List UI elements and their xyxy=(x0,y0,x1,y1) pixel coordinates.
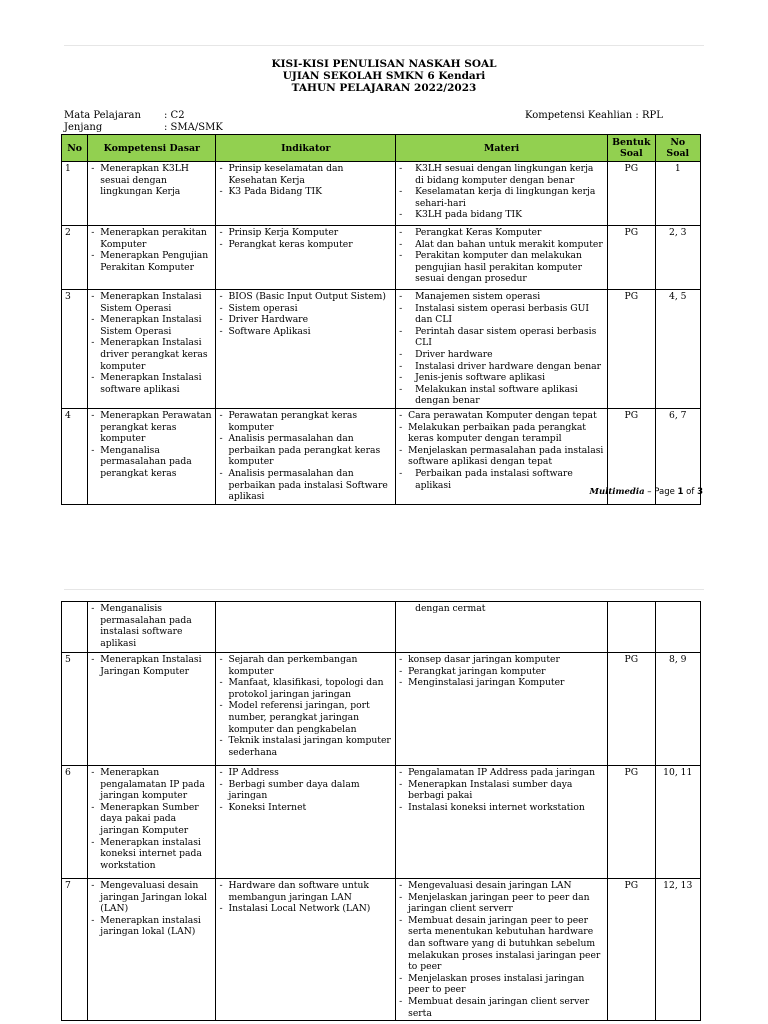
list-item-text: Analisis permasalahan dan perbaikan pada perangkat keras komputer xyxy=(228,433,381,468)
list-item xyxy=(219,654,392,677)
list-item-text: Prinsip Kerja Komputer xyxy=(228,227,339,238)
list-item xyxy=(399,445,604,468)
list-item-text: Prinsip keselamatan dan Kesehatan Kerja xyxy=(228,163,344,186)
list-item xyxy=(399,349,604,361)
list-item xyxy=(399,802,604,814)
materi-cell xyxy=(396,162,608,226)
list-item xyxy=(399,250,604,285)
row-no: 2 xyxy=(62,226,88,290)
list-item-text: Menjelaskan proses instalasi jaringan peer to peer xyxy=(408,972,585,996)
bentuk-soal: PG xyxy=(608,162,655,226)
dash-marker: - xyxy=(399,767,403,778)
dash-marker: - xyxy=(219,467,223,479)
list-item xyxy=(219,410,392,433)
no-soal: 2, 3 xyxy=(655,226,700,290)
dash-marker: - xyxy=(91,880,95,891)
col-header-kompetensi-dasar: Kompetensi Dasar xyxy=(88,135,216,162)
list-item xyxy=(219,700,392,735)
dash-marker: - xyxy=(399,891,403,903)
table-row xyxy=(62,226,701,290)
list-item-text: Perakitan komputer dan melakukan pengujian hasil perakitan komputer sesuai dengan prosedur xyxy=(415,250,582,285)
list-item-text: Menganalisa permasalahan pada perangkat keras xyxy=(100,444,192,479)
row-no: 6 xyxy=(62,766,88,879)
materi-cell xyxy=(396,653,608,766)
bentuk-soal: PG xyxy=(608,226,655,290)
list-item-text: Mengevaluasi desain jaringan Jaringan lokal (LAN) xyxy=(100,880,208,915)
col-header-indikator: Indikator xyxy=(216,135,396,162)
list-item xyxy=(399,677,604,689)
list-item-text: Perangkat keras komputer xyxy=(228,238,353,250)
dash-marker: - xyxy=(219,409,223,421)
list-item-text: Alat dan bahan untuk merakit komputer xyxy=(415,238,603,250)
jenjang-label: Jenjang xyxy=(64,122,103,133)
dash-marker: - xyxy=(91,314,95,326)
list-item-text: Menerapkan K3LH sesuai dengan lingkungan Kerja xyxy=(100,163,189,198)
list-item-text: Hardware dan software untuk membangun jaringan LAN xyxy=(228,880,369,903)
list-item-text: Menerapkan pengalamatan IP pada jaringan komputer xyxy=(100,767,205,802)
list-item-text: Model referensi jaringan, port number, perangkat jaringan komputer dan pengkabelan xyxy=(228,700,370,735)
dash-marker: - xyxy=(399,383,403,395)
list-item xyxy=(91,603,212,649)
list-item xyxy=(219,735,392,758)
footer-italic: Multimedia xyxy=(589,487,645,497)
list-item xyxy=(399,654,604,666)
dash-marker: - xyxy=(399,372,403,384)
dash-marker: - xyxy=(219,880,223,891)
list-item-text: Berbagi sumber daya dalam jaringan xyxy=(228,778,360,802)
list-item-text: Membuat desain jaringan client server serta xyxy=(408,995,590,1019)
list-item xyxy=(91,767,212,802)
dash-marker: - xyxy=(219,677,223,689)
table-row xyxy=(62,766,701,879)
list-item-text: Keselamatan kerja di lingkungan kerja sehari-hari xyxy=(415,186,596,209)
indikator-cell xyxy=(216,879,396,1021)
list-item xyxy=(219,779,392,802)
list-item xyxy=(399,239,604,251)
dash-marker: - xyxy=(91,836,95,848)
list-item xyxy=(399,915,604,973)
list-item-text: BIOS (Basic Input Output Sistem) xyxy=(228,291,386,302)
dash-marker: - xyxy=(219,291,223,302)
list-item xyxy=(399,372,604,384)
list-item-text: Pengalamatan IP Address pada jaringan xyxy=(408,767,595,778)
row-no: 4 xyxy=(62,408,88,504)
list-item-text: Menerapkan Perawatan perangkat keras komputer xyxy=(100,409,212,445)
bentuk-soal: PG xyxy=(608,766,655,879)
list-item xyxy=(219,903,392,915)
list-item-text: Instalasi sistem operasi berbasis GUI dan CLI xyxy=(415,302,590,326)
dash-marker: - xyxy=(219,314,223,326)
dash-marker: - xyxy=(91,914,95,926)
doc-title-line1: KISI-KISI PENULISAN NASKAH SOAL xyxy=(271,58,497,70)
no-soal xyxy=(655,602,700,653)
list-item-text: Menerapkan Instalasi Jaringan Komputer xyxy=(100,654,202,677)
dash-marker: - xyxy=(399,250,403,262)
list-item xyxy=(399,410,604,422)
dash-marker: - xyxy=(91,801,95,813)
list-item xyxy=(91,837,212,872)
dash-marker: - xyxy=(399,325,403,337)
list-item-text: Instalasi Local Network (LAN) xyxy=(228,903,371,915)
row-no: 3 xyxy=(62,290,88,409)
list-item-text: Cara perawatan Komputer dengan tepat xyxy=(408,409,597,421)
list-item xyxy=(91,227,212,250)
list-item-text: Jenis-jenis software aplikasi xyxy=(415,372,546,384)
dash-marker: - xyxy=(91,337,95,349)
list-item-text: Teknik instalasi jaringan komputer sederhana xyxy=(228,735,391,758)
indikator-cell xyxy=(216,408,396,504)
dash-marker: - xyxy=(399,186,403,198)
list-item xyxy=(219,677,392,700)
list-item-text: Menjelaskan jaringan peer to peer dan jaringan client serverr xyxy=(408,891,590,915)
no-soal: 8, 9 xyxy=(655,653,700,766)
dash-marker: - xyxy=(91,227,95,238)
dash-marker: - xyxy=(399,238,403,250)
list-item xyxy=(399,880,604,892)
list-item xyxy=(399,303,604,326)
list-item xyxy=(219,303,392,315)
col-header-no: No xyxy=(62,135,88,162)
list-item-text: Menerapkan Instalasi Sistem Operasi xyxy=(100,314,202,337)
dash-marker: - xyxy=(219,767,223,778)
list-item-text: Mengevaluasi desain jaringan LAN xyxy=(408,880,572,891)
list-item xyxy=(399,422,604,445)
materi-cell xyxy=(396,602,608,653)
dash-marker: - xyxy=(219,186,223,198)
list-item xyxy=(399,384,604,407)
row-no: 5 xyxy=(62,653,88,766)
list-item-text: Manajemen sistem operasi xyxy=(415,291,541,302)
dash-marker: - xyxy=(219,325,223,337)
list-item-text: Menerapkan Instalasi driver perangkat keras komputer xyxy=(100,337,208,372)
dash-marker: - xyxy=(399,421,403,433)
dash-marker: - xyxy=(219,433,223,445)
dash-marker: - xyxy=(91,163,95,174)
col-header-bentuk-soal: Bentuk Soal xyxy=(608,135,655,162)
dash-marker: - xyxy=(399,880,403,891)
footer-page-total: 3 xyxy=(697,487,703,497)
list-item-text: Membuat desain jaringan peer to peer serta menentukan kebutuhan hardware dan software yang di butuhkan sebelum melakukan proses instalasi jaringan peer to peer xyxy=(408,914,601,973)
list-item xyxy=(219,767,392,779)
list-item-text: Manfaat, klasifikasi, topologi dan protokol jaringan jaringan xyxy=(228,677,384,700)
list-item-text: Menerapkan Instalasi sumber daya berbagi pakai xyxy=(408,778,573,802)
list-item xyxy=(219,468,392,503)
no-soal: 10, 11 xyxy=(655,766,700,879)
doc-title-line2: UJIAN SEKOLAH SMKN 6 Kendari xyxy=(282,70,486,82)
doc-title-line3: TAHUN PELAJARAN 2022/2023 xyxy=(291,82,477,94)
list-item-text: Menerapkan Pengujian Perakitan Komputer xyxy=(100,250,209,273)
materi-continued: dengan cermat xyxy=(415,603,486,614)
table-row xyxy=(62,879,701,1021)
table-row xyxy=(62,653,701,766)
dash-marker: - xyxy=(399,914,403,926)
list-item xyxy=(91,250,212,273)
kd-cell xyxy=(88,602,216,653)
dash-marker: - xyxy=(399,291,403,302)
dash-marker: - xyxy=(399,444,403,456)
list-item xyxy=(399,468,604,491)
dash-marker: - xyxy=(91,250,95,262)
dash-marker: - xyxy=(219,654,223,665)
kd-cell xyxy=(88,162,216,226)
list-item-text: Menerapkan Instalasi Sistem Operasi xyxy=(100,291,202,314)
list-item xyxy=(219,433,392,468)
indikator-cell xyxy=(216,766,396,879)
dash-marker: - xyxy=(219,227,223,238)
row-no xyxy=(62,602,88,653)
page-break-rule xyxy=(64,589,704,590)
dash-marker: - xyxy=(399,227,403,238)
list-item xyxy=(91,410,212,445)
kisi-kisi-table-page1 xyxy=(61,134,701,505)
kd-cell xyxy=(88,879,216,1021)
list-item-text: Driver Hardware xyxy=(228,314,309,326)
list-item xyxy=(399,779,604,802)
list-item-text: Driver hardware xyxy=(415,348,493,360)
footer-page-label: – Page xyxy=(644,487,678,497)
list-item xyxy=(399,973,604,996)
dash-marker: - xyxy=(399,348,403,360)
no-soal: 12, 13 xyxy=(655,879,700,1021)
list-item-text: Perawatan perangkat keras komputer xyxy=(228,409,358,433)
dash-marker: - xyxy=(91,767,95,778)
list-item-text: Sistem operasi xyxy=(228,302,298,314)
kd-cell xyxy=(88,226,216,290)
dash-marker: - xyxy=(219,700,223,712)
dash-marker: - xyxy=(399,409,403,421)
list-item-text: Perintah dasar sistem operasi berbasis CLI xyxy=(415,325,597,349)
kd-cell xyxy=(88,653,216,766)
list-item xyxy=(219,314,392,326)
list-item-text: K3 Pada Bidang TIK xyxy=(228,186,322,198)
dash-marker: - xyxy=(91,409,95,421)
dash-marker: - xyxy=(399,677,403,689)
mapel-value: : C2 xyxy=(164,110,185,121)
dash-marker: - xyxy=(91,654,95,665)
list-item xyxy=(91,654,212,677)
list-item xyxy=(399,186,604,209)
list-item xyxy=(399,326,604,349)
footer-of: of xyxy=(683,487,698,497)
list-item-text: Instalasi koneksi internet workstation xyxy=(408,801,585,813)
dash-marker: - xyxy=(399,654,403,665)
list-item-text: konsep dasar jaringan komputer xyxy=(408,654,560,665)
dash-marker: - xyxy=(399,665,403,677)
dash-marker: - xyxy=(399,995,403,1007)
table-row xyxy=(62,602,701,653)
list-item xyxy=(91,291,212,314)
dash-marker: - xyxy=(219,163,223,174)
jenjang-value: : SMA/SMK xyxy=(164,122,223,133)
no-soal: 1 xyxy=(655,162,700,226)
list-item xyxy=(219,186,392,198)
indikator-cell xyxy=(216,653,396,766)
table-row xyxy=(62,290,701,409)
dash-marker: - xyxy=(91,291,95,302)
list-item-text: Melakukan perbaikan pada perangkat keras komputer dengan terampil xyxy=(408,421,586,445)
list-item-text: Perangkat jaringan komputer xyxy=(408,665,546,677)
row-no: 1 xyxy=(62,162,88,226)
bentuk-soal: PG xyxy=(608,290,655,409)
list-item-text: K3LH sesuai dengan lingkungan kerja di bidang komputer dengan benar xyxy=(415,163,594,186)
list-item-text: Menginstalasi jaringan Komputer xyxy=(408,677,565,689)
list-item-text: K3LH pada bidang TIK xyxy=(415,209,523,221)
footer-page-number: 1 xyxy=(677,487,684,497)
kd-cell xyxy=(88,290,216,409)
kd-cell xyxy=(88,408,216,504)
row-no: 7 xyxy=(62,879,88,1021)
dash-marker: - xyxy=(91,603,95,614)
list-item-text: Menerapkan perakitan Komputer xyxy=(100,227,207,250)
list-item-text: Menganalisis permasalahan pada instalasi software aplikasi xyxy=(100,603,192,649)
list-item xyxy=(399,209,604,221)
list-item-text: Koneksi Internet xyxy=(228,801,307,813)
list-item xyxy=(219,291,392,303)
list-item xyxy=(91,314,212,337)
list-item xyxy=(219,880,392,903)
dash-marker: - xyxy=(399,972,403,984)
list-item xyxy=(399,361,604,373)
list-item xyxy=(91,445,212,480)
dash-marker: - xyxy=(91,444,95,456)
list-item-text: IP Address xyxy=(228,767,279,778)
table-row xyxy=(62,162,701,226)
list-item xyxy=(91,337,212,372)
indikator-cell xyxy=(216,162,396,226)
list-item xyxy=(91,802,212,837)
indikator-cell xyxy=(216,290,396,409)
dash-marker: - xyxy=(219,903,223,915)
list-item-text: Perbaikan pada instalasi software aplikasi xyxy=(415,467,573,491)
dash-marker: - xyxy=(399,209,403,221)
list-item-text: Menerapkan Sumber daya pakai pada jaringan Komputer xyxy=(100,801,199,836)
mapel-label: Mata Pelajaran xyxy=(64,110,141,121)
indikator-cell xyxy=(216,226,396,290)
dash-marker: - xyxy=(219,238,223,250)
dash-marker: - xyxy=(219,778,223,790)
dash-marker: - xyxy=(399,467,403,479)
list-item xyxy=(399,163,604,186)
list-item-text: Melakukan instal software aplikasi dengan benar xyxy=(415,383,578,407)
list-item-text: Menerapkan instalasi koneksi internet pada workstation xyxy=(100,836,202,871)
no-soal: 6, 7 xyxy=(655,408,700,504)
dash-marker: - xyxy=(219,735,223,747)
col-header-no-soal: No Soal xyxy=(655,135,700,162)
list-item xyxy=(219,163,392,186)
bentuk-soal: PG xyxy=(608,653,655,766)
bentuk-soal: PG xyxy=(608,408,655,504)
kisi-kisi-table-page2 xyxy=(61,601,701,1021)
bentuk-soal xyxy=(608,602,655,653)
dash-marker: - xyxy=(219,302,223,314)
page-top-rule xyxy=(64,45,704,46)
page-footer xyxy=(590,487,703,497)
list-item-text: Perangkat Keras Komputer xyxy=(415,227,542,238)
list-item-text: Instalasi driver hardware dengan benar xyxy=(415,360,601,372)
col-header-materi: Materi xyxy=(396,135,608,162)
indikator-cell xyxy=(216,602,396,653)
list-item xyxy=(91,880,212,915)
dash-marker: - xyxy=(399,801,403,813)
materi-cell xyxy=(396,226,608,290)
list-item xyxy=(219,227,392,239)
dash-marker: - xyxy=(399,778,403,790)
list-item-text: Software Aplikasi xyxy=(228,325,311,337)
materi-cell xyxy=(396,290,608,409)
list-item-text: Sejarah dan perkembangan komputer xyxy=(228,654,358,677)
dash-marker: - xyxy=(399,360,403,372)
list-item xyxy=(399,767,604,779)
list-item xyxy=(91,915,212,938)
materi-cell xyxy=(396,879,608,1021)
list-item xyxy=(399,291,604,303)
list-item xyxy=(219,239,392,251)
dash-marker: - xyxy=(91,372,95,384)
materi-cell xyxy=(396,408,608,504)
list-item xyxy=(91,163,212,198)
list-item xyxy=(219,802,392,814)
list-item xyxy=(91,372,212,395)
dash-marker: - xyxy=(399,163,403,174)
list-item xyxy=(399,996,604,1019)
no-soal: 4, 5 xyxy=(655,290,700,409)
kd-cell xyxy=(88,766,216,879)
dash-marker: - xyxy=(219,801,223,813)
dash-marker: - xyxy=(399,302,403,314)
kompetensi-keahlian: Kompetensi Keahlian : RPL xyxy=(525,110,663,121)
list-item-text: Menerapkan Instalasi software aplikasi xyxy=(100,372,202,395)
materi-cell xyxy=(396,766,608,879)
list-item-text: Menerapkan instalasi jaringan lokal (LAN) xyxy=(100,914,201,938)
list-item-text: Menjelaskan permasalahan pada instalasi software aplikasi dengan tepat xyxy=(408,444,604,468)
list-item xyxy=(399,227,604,239)
list-item xyxy=(399,666,604,678)
list-item xyxy=(399,892,604,915)
list-item-text: Analisis permasalahan dan perbaikan pada instalasi Software aplikasi xyxy=(228,467,388,503)
list-item xyxy=(219,326,392,338)
bentuk-soal: PG xyxy=(608,879,655,1021)
